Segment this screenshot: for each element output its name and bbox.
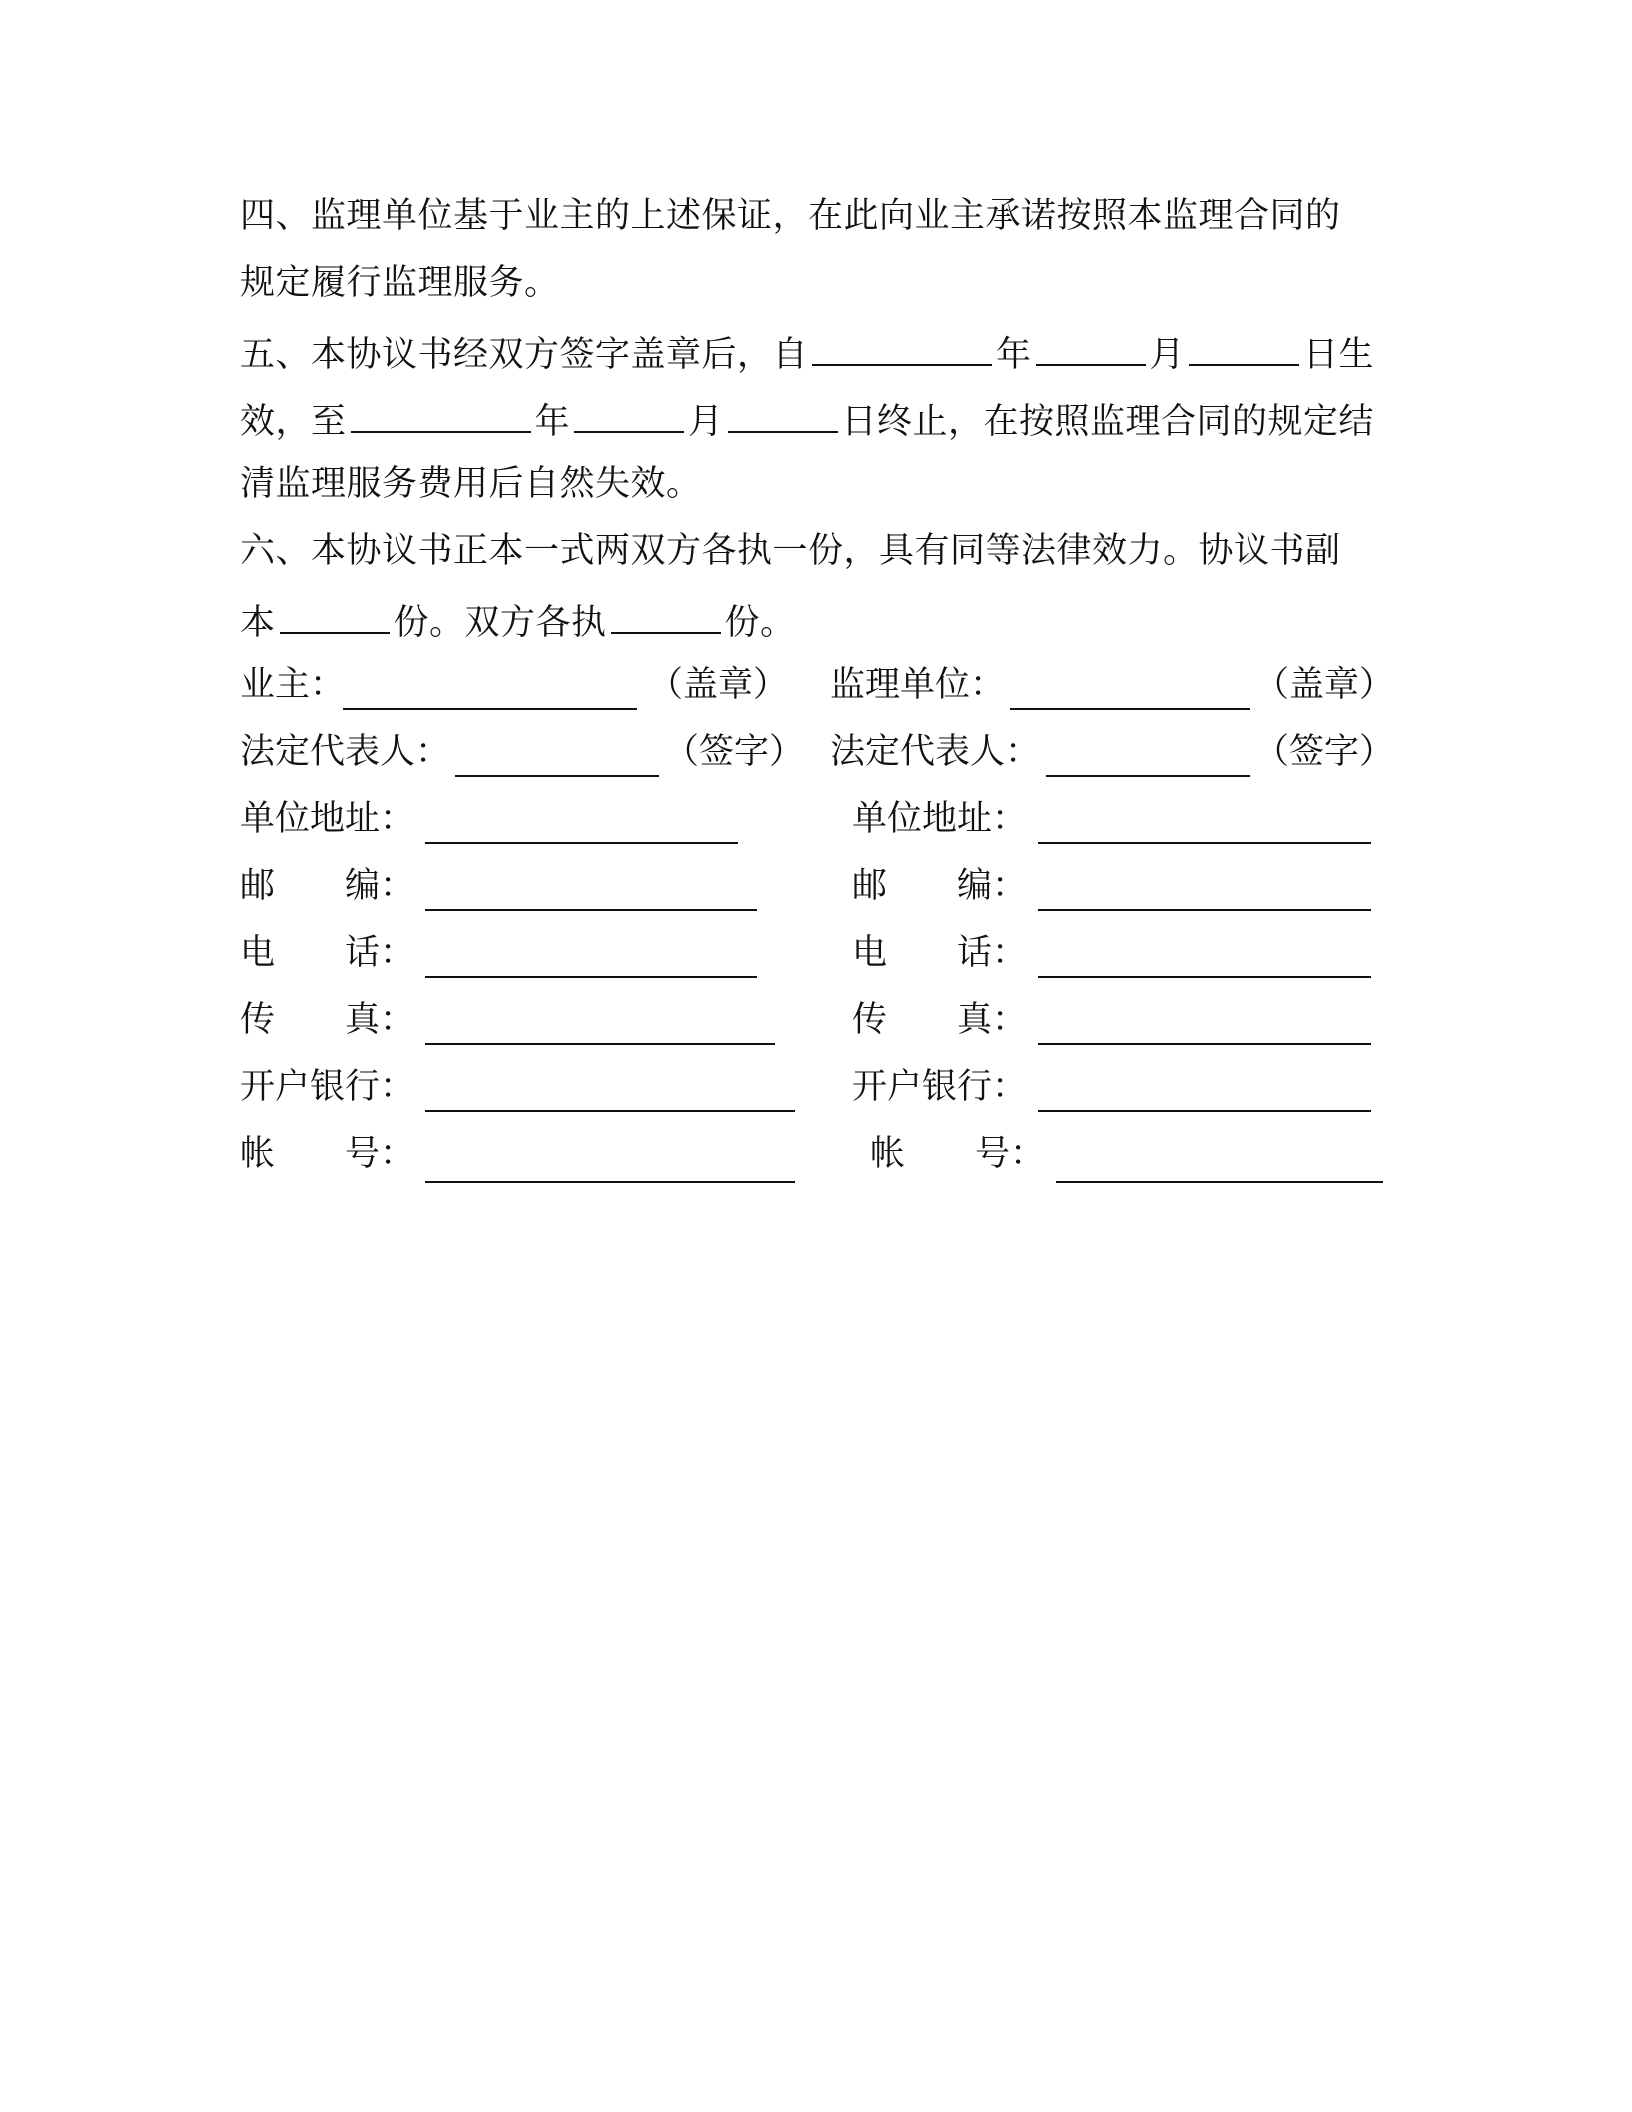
supervisor-fax-field[interactable] — [1038, 1043, 1371, 1045]
supervisor-address-label: 单位地址： — [852, 799, 1028, 839]
supervisor-rep-field[interactable] — [1046, 775, 1250, 777]
end-month-field[interactable] — [574, 395, 684, 433]
copies-count-field[interactable] — [280, 596, 390, 634]
owner-postal-field[interactable] — [425, 909, 757, 911]
owner-account-field[interactable] — [425, 1181, 795, 1183]
start-year-field[interactable] — [812, 328, 992, 366]
owner-field[interactable] — [343, 708, 637, 710]
owner-rep-field[interactable] — [455, 775, 659, 777]
start-month-field[interactable] — [1036, 328, 1146, 366]
supervisor-postal-label: 邮 编： — [852, 866, 1028, 906]
owner-address-label: 单位地址： — [240, 799, 416, 839]
owner-phone-label: 电 话： — [240, 933, 416, 973]
start-month-label: 月 — [1149, 335, 1186, 375]
supervisor-phone-label: 电 话： — [852, 933, 1028, 973]
end-month-label: 月 — [688, 402, 724, 442]
clause-5-line-1 — [240, 328, 1374, 377]
clause-4-text-2: 规定履行监理服务。 — [240, 263, 560, 303]
end-year-field[interactable] — [351, 395, 531, 433]
supervisor-rep-label: 法定代表人： — [830, 732, 1041, 772]
start-year-label: 年 — [996, 335, 1032, 375]
start-day-label: 日生 — [1303, 335, 1375, 375]
clause-5-text-3: 清监理服务费用后自然失效。 — [240, 464, 702, 504]
owner-phone-field[interactable] — [425, 976, 757, 978]
supervisor-bank-label: 开户银行： — [852, 1067, 1028, 1107]
clause-6-text-1: 六、本协议书正本一式两双方各执一份，具有同等法律效力。协议书副 — [240, 531, 1341, 571]
owner-address-field[interactable] — [425, 842, 738, 844]
owner-label: 业主： — [240, 665, 346, 705]
end-day-field[interactable] — [728, 395, 838, 433]
owner-bank-field[interactable] — [425, 1110, 795, 1112]
owner-seal-suffix: （盖章） — [648, 665, 789, 705]
clause-6-text-2c: 份。 — [724, 603, 796, 643]
clause-5-line-3 — [240, 462, 702, 506]
supervisor-bank-field[interactable] — [1038, 1110, 1371, 1112]
clause-5-text-2a: 效，至 — [240, 402, 347, 442]
clause-4-line-1 — [240, 194, 1341, 238]
clause-6-text-2b: 份。双方各执 — [393, 603, 607, 643]
owner-account-label: 帐 号： — [240, 1134, 416, 1174]
owner-fax-label: 传 真： — [240, 1000, 416, 1040]
end-year-label: 年 — [534, 402, 571, 442]
supervisor-seal-suffix: （盖章） — [1254, 665, 1395, 705]
start-day-field[interactable] — [1189, 328, 1299, 366]
clause-6-line-2 — [240, 596, 796, 645]
clause-4-line-2 — [240, 261, 560, 305]
owner-fax-field[interactable] — [425, 1043, 775, 1045]
clause-4-text-1: 四、监理单位基于业主的上述保证，在此向业主承诺按照本监理合同的 — [240, 196, 1341, 236]
owner-bank-label: 开户银行： — [240, 1067, 416, 1107]
supervisor-account-field[interactable] — [1056, 1181, 1383, 1183]
owner-postal-label: 邮 编： — [240, 866, 416, 906]
clause-6-text-2a: 本 — [240, 603, 276, 643]
supervisor-field[interactable] — [1010, 708, 1250, 710]
owner-rep-sign-suffix: （签字） — [664, 732, 805, 772]
supervisor-rep-sign-suffix: （签字） — [1254, 732, 1395, 772]
supervisor-postal-field[interactable] — [1038, 909, 1371, 911]
owner-rep-label: 法定代表人： — [240, 732, 451, 772]
supervisor-fax-label: 传 真： — [852, 1000, 1028, 1040]
clause-5-line-2 — [240, 395, 1374, 444]
supervisor-address-field[interactable] — [1038, 842, 1371, 844]
clause-5-text-2b: 日终止，在按照监理合同的规定结 — [841, 402, 1375, 442]
clause-5-text-1: 五、本协议书经双方签字盖章后，自 — [240, 335, 809, 375]
supervisor-label: 监理单位： — [830, 665, 1006, 705]
supervisor-phone-field[interactable] — [1038, 976, 1371, 978]
clause-6-line-1 — [240, 529, 1341, 573]
copies-each-field[interactable] — [611, 596, 721, 634]
supervisor-account-label: 帐 号： — [870, 1134, 1046, 1174]
